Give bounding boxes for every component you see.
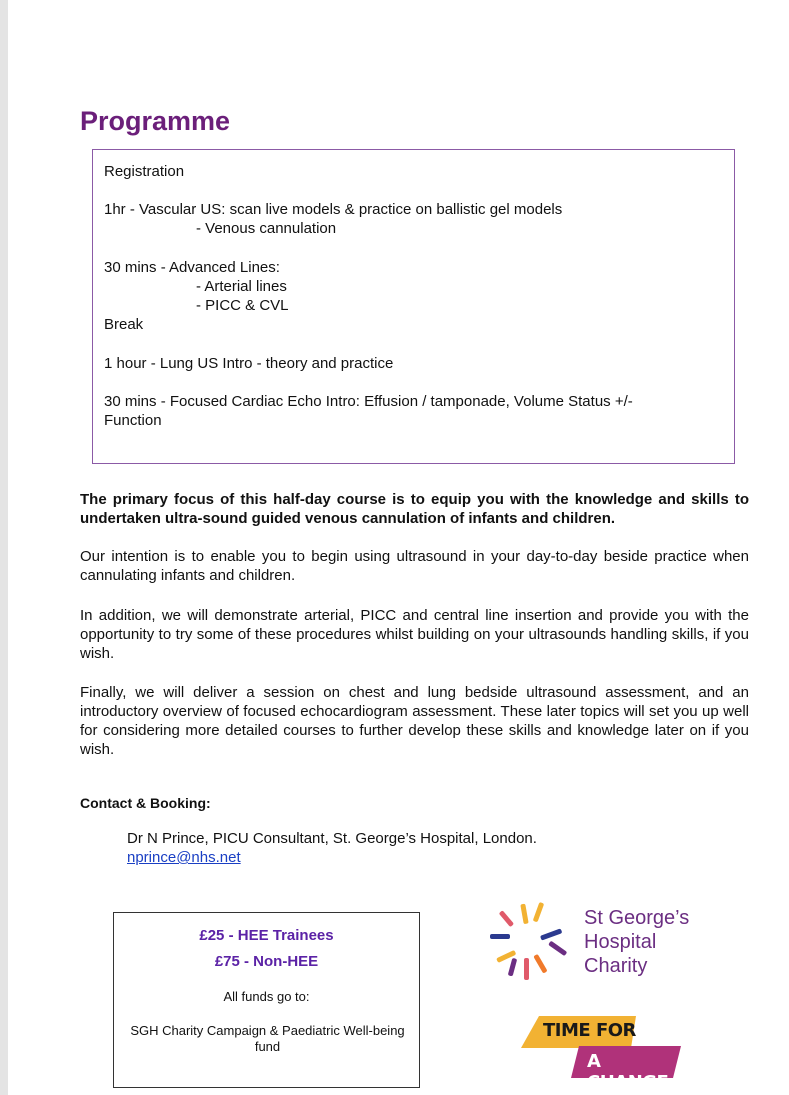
intention-paragraph: Our intention is to enable you to begin using ultrasound in your day-to-day beside practice when cannulating infants and children.	[80, 548, 749, 584]
page-title: Programme	[80, 106, 231, 136]
price-trainee: £25 - HEE Trainees	[199, 927, 334, 944]
charity-logo	[480, 896, 710, 986]
charity-name-line1: St George’s	[584, 907, 690, 929]
programme-line: Registration	[104, 163, 185, 180]
price-non-hee: £75 - Non-HEE	[214, 953, 319, 970]
programme-line: Function	[104, 412, 162, 429]
finally-paragraph: Finally, we will deliver a session on chest and lung bedside ultrasound assessment, and an introductory overview of focused echocardiogram assessment. These later topics will set you up well for considering more detailed courses to further develop these skills and knowledge later on if you wish.	[80, 684, 749, 758]
programme-line: 1hr - Vascular US: scan live models & practice on ballistic gel models	[104, 201, 563, 218]
charity-name-line2: Hospital	[584, 931, 657, 953]
programme-line: 30 mins - Advanced Lines:	[104, 259, 280, 276]
campaign-name: SGH Charity Campaign & Paediatric Well-being fund	[130, 1023, 405, 1054]
time-for-a-change-badge	[521, 1014, 681, 1093]
programme-line: 30 mins - Focused Cardiac Echo Intro: Effusion / tamponade, Volume Status +/-	[104, 393, 633, 410]
badge-line1: TIME FOR	[543, 1020, 636, 1041]
programme-line: - PICC & CVL	[196, 297, 289, 314]
pricing-box	[113, 912, 420, 1088]
contact-email-link[interactable]: nprince@nhs.net	[127, 849, 241, 866]
addition-paragraph: In addition, we will demonstrate arterial, PICC and central line insertion and provide you with the opportunity to try some of these procedures whilst building on your ultrasounds handling skills, if you wish.	[80, 607, 749, 662]
programme-line: Break	[104, 316, 144, 333]
programme-box	[92, 149, 735, 464]
badge-line2: A CHANGE	[587, 1051, 669, 1093]
funds-note: All funds go to:	[223, 989, 310, 1004]
contact-heading: Contact & Booking:	[80, 795, 211, 811]
programme-line: - Venous cannulation	[196, 220, 337, 237]
contact-name: Dr N Prince, PICU Consultant, St. George’s Hospital, London.	[127, 830, 537, 847]
course-focus-paragraph: The primary focus of this half-day course is to equip you with the knowledge and skills to undertaken ultra-sound guided venous cannulation of infants and children.	[80, 491, 749, 527]
programme-line: - Arterial lines	[196, 278, 287, 295]
programme-line: 1 hour - Lung US Intro - theory and practice	[104, 355, 394, 372]
page-edge	[0, 0, 8, 1095]
charity-burst-icon	[480, 896, 580, 986]
charity-name-line3: Charity	[584, 955, 648, 977]
